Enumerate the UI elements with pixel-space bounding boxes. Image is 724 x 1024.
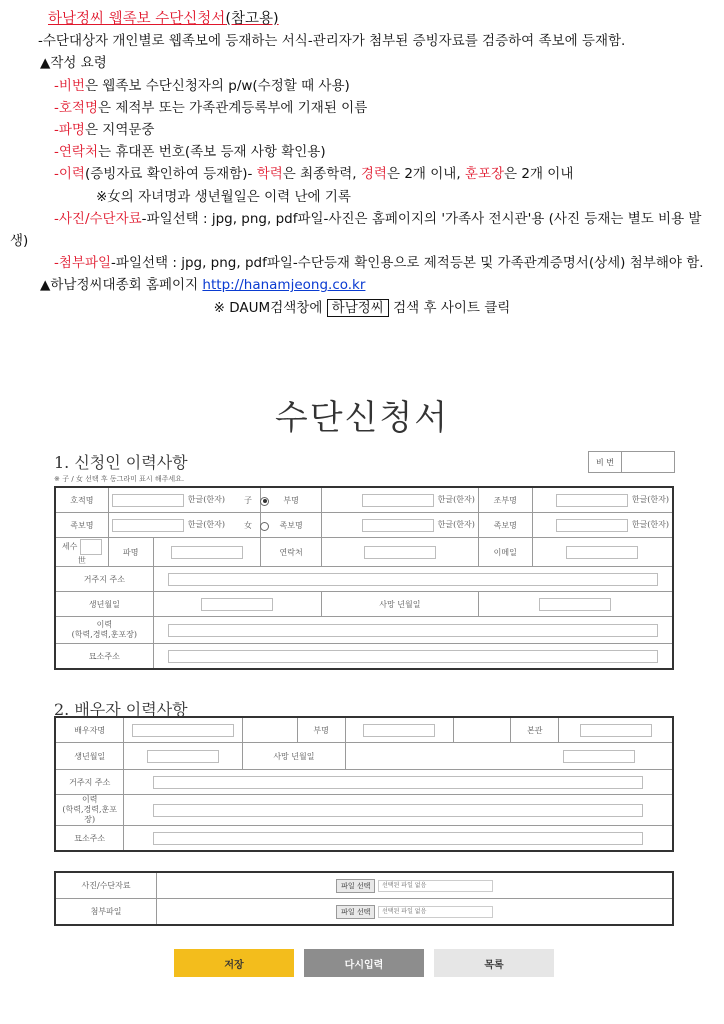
section2-title: 2. 배우자 이력사항 — [54, 700, 188, 719]
spouse-name-label: 배우자명 — [55, 717, 124, 743]
name-input[interactable] — [112, 494, 184, 507]
grandfather-label: 조부명 — [478, 487, 532, 513]
notice-title — [10, 8, 714, 30]
email-input[interactable] — [566, 546, 638, 559]
files-table — [54, 871, 674, 926]
spouse-clan-label: 본관 — [511, 717, 559, 743]
attach-label: 첨부파일 — [55, 899, 157, 926]
address-input[interactable] — [168, 573, 658, 586]
guide-branch: -파명은 지역문중 — [54, 122, 155, 139]
guide-attach: -첨부파일-파일선택 : jpg, png, pdf파일-수단등재 확인용으로 제적등본 및 가족관계증명서(상세) 첨부해야 함. — [54, 255, 704, 272]
grandfather-genealogy-input[interactable] — [556, 519, 628, 532]
photo-file-button[interactable]: 파일 선택 — [336, 879, 375, 893]
guide-career-note: ※女의 자녀명과 생년월일은 이력 난에 기록 — [96, 188, 351, 205]
spouse-death-label: 사망 년월일 — [243, 743, 345, 770]
spouse-career-input[interactable] — [153, 804, 643, 817]
gender-daughter-option[interactable]: 女 — [244, 520, 269, 531]
section1-title: 1. 신청인 이력사항 — [54, 453, 188, 472]
father-input[interactable] — [362, 494, 434, 507]
radio-daughter-icon[interactable] — [260, 522, 269, 531]
gender-note: ※ 子 / 女 선택 후 동그라미 표시 해주세요. — [54, 475, 185, 483]
branch-label: 파명 — [108, 538, 153, 567]
contact-input[interactable] — [364, 546, 436, 559]
gender-son-option[interactable]: 子 — [244, 495, 269, 506]
save-button[interactable]: 저장 — [174, 949, 294, 977]
applicant-table: 호적명 한글(한자) 부명 한글(한자) 조부명 한글(한자) 족보명 한글(한자) 족보명 한글(한자) 족보명 한글(한자) 세수 世 파명 연락처 이메일 거주지 주소 생년월일 사망 년월일 이력 (학력,경력,훈포장) 묘소주소 — [54, 486, 674, 670]
form-title: 수단신청서 — [274, 398, 450, 438]
spouse-father-label: 부명 — [297, 717, 345, 743]
spouse-grave-label: 묘소주소 — [55, 826, 124, 852]
spouse-birth-label: 생년월일 — [55, 743, 124, 770]
father-genealogy-label: 족보명 — [261, 513, 322, 538]
grandfather-input[interactable] — [556, 494, 628, 507]
spouse-grave-input[interactable] — [153, 832, 643, 845]
death-input[interactable] — [539, 598, 611, 611]
father-label: 부명 — [261, 487, 322, 513]
genealogy-name-input[interactable] — [112, 519, 184, 532]
password-box — [588, 451, 675, 473]
career-label: 이력 — [96, 620, 113, 629]
photo-file-status: 선택된 파일 없음 — [378, 880, 493, 892]
birth-input[interactable] — [201, 598, 273, 611]
spouse-table — [54, 716, 674, 852]
instructions-block — [10, 8, 714, 319]
notice-title-paren: (참고용) — [225, 11, 279, 27]
spouse-career-sub-label: (학력,경력,훈포장) — [62, 805, 117, 824]
notice-title-text: 하남정씨 웹족보 수단신청서 — [48, 11, 226, 27]
radio-son-icon[interactable] — [260, 497, 269, 506]
section-heading-guide: ▲작성 요령 — [40, 55, 107, 72]
notice-intro: -수단대상자 개인별로 웹족보에 등재하는 서식-관리자가 첨부된 증빙자료를 검증하여 족보에 등재함. — [38, 33, 626, 50]
grave-label: 묘소주소 — [55, 644, 153, 670]
death-label: 사망 년월일 — [321, 592, 478, 617]
guide-password: -비번은 웹족보 수단신청자의 p/w(수정할 때 사용) — [54, 77, 350, 94]
birth-label: 생년월일 — [55, 592, 153, 617]
generation-input[interactable] — [80, 539, 102, 555]
reset-button[interactable]: 다시입력 — [304, 949, 424, 977]
contact-label: 연락처 — [261, 538, 322, 567]
grave-input[interactable] — [168, 650, 658, 663]
password-label: 비 번 — [589, 452, 622, 472]
spouse-birth-input[interactable] — [147, 750, 219, 763]
attach-file-button[interactable]: 파일 선택 — [336, 905, 375, 919]
career-sub-label: (학력,경력,훈포장) — [71, 630, 138, 639]
spouse-career-label: 이력 — [81, 795, 98, 804]
spouse-name-input[interactable] — [132, 724, 234, 737]
homepage-line: ▲하남정씨대종회 홈페이지 http://hanamjeong.co.kr — [40, 277, 366, 294]
spouse-clan-input[interactable] — [580, 724, 652, 737]
grandfather-genealogy-label: 족보명 — [478, 513, 532, 538]
genealogy-name-label: 족보명 — [55, 513, 108, 538]
address-label: 거주지 주소 — [55, 567, 153, 592]
photo-label: 사진/수단자료 — [55, 872, 157, 899]
name-label: 호적명 — [55, 487, 108, 513]
search-instruction: ※ DAUM검색창에 하남정씨 검색 후 사이트 클릭 — [213, 299, 511, 316]
spouse-death-input[interactable] — [563, 750, 635, 763]
spouse-address-input[interactable] — [153, 776, 643, 789]
search-term-box: 하남정씨 — [327, 299, 389, 317]
guide-contact: -연락처는 휴대폰 번호(족보 등재 사항 확인용) — [54, 144, 326, 161]
email-label: 이메일 — [478, 538, 532, 567]
guide-photo: -사진/수단자료-파일선택 : jpg, png, pdf파일-사진은 홈페이지의 '가족사 전시관'용 (사진 등재는 별도 비용 발생) — [10, 210, 702, 250]
career-input[interactable] — [168, 624, 658, 637]
attach-file-status: 선택된 파일 없음 — [378, 906, 493, 918]
father-genealogy-input[interactable] — [362, 519, 434, 532]
password-input[interactable] — [622, 452, 674, 472]
guide-registered-name: -호적명은 제적부 또는 가족관계등록부에 기재된 이름 — [54, 99, 368, 116]
spouse-father-input[interactable] — [363, 724, 435, 737]
branch-input[interactable] — [171, 546, 243, 559]
homepage-link[interactable]: http://hanamjeong.co.kr — [202, 277, 366, 294]
list-button[interactable]: 목록 — [434, 949, 554, 977]
spouse-address-label: 거주지 주소 — [55, 770, 124, 795]
guide-career: -이력(증빙자료 확인하여 등재함)- 학력은 최종학력, 경력은 2개 이내, 훈포장은 2개 이내 — [54, 166, 574, 183]
generation-label: 세수 — [61, 541, 78, 551]
